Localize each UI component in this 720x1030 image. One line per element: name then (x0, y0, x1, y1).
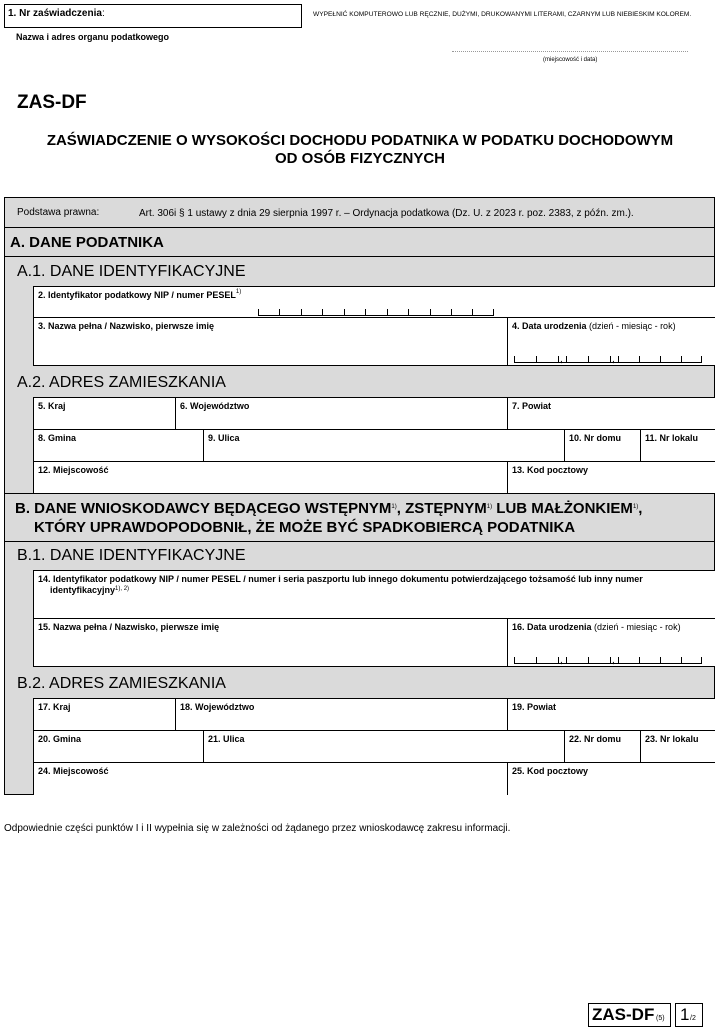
b-street-field[interactable]: 21. Ulica (203, 730, 564, 762)
page-total: /2 (690, 1015, 696, 1022)
b-apartment-number-field[interactable]: 23. Nr lokalu (640, 730, 715, 762)
applicant-birth-date-field[interactable]: 16. Data urodzenia (dzień - miesiąc - rok) , , (507, 618, 715, 667)
section-b-title: B. DANE WNIOSKODAWCY BĘDĄCEGO WSTĘPNYM$^{1)}$, ZSTĘPNYM$^{1)}$ LUB MAŁŻONKIEM$^{1)}$, KTÓRY UPRAWDOPODOBNIŁ, ŻE MOŻE BYĆ SPADKOBIERCĄ PODATNIKA (15, 500, 643, 536)
footer-version: (5) (656, 1015, 665, 1022)
footer-page-box (675, 1003, 703, 1027)
a-house-number-field[interactable]: 10. Nr domu (564, 429, 640, 461)
b-commune-field[interactable]: 20. Gmina (33, 730, 203, 762)
taxpayer-id-field[interactable]: 2. Identyfikator podatkowy NIP / numer PESEL$^{1)}$ (33, 286, 715, 317)
legal-basis-label: Podstawa prawna: (17, 207, 100, 218)
a-city-field[interactable]: 12. Miejscowość (33, 461, 507, 493)
tax-office-label: Nazwa i adres organu podatkowego (16, 32, 170, 42)
section-a1-title: A.1. DANE IDENTYFIKACYJNE (17, 263, 246, 280)
b-postal-code-field[interactable]: 25. Kod pocztowy (507, 762, 715, 795)
section-a-title: A. DANE PODATNIKA (10, 234, 164, 251)
place-date-field[interactable] (452, 45, 688, 52)
a-street-field[interactable]: 9. Ulica (203, 429, 564, 461)
place-date-label: (miejscowość i data) (543, 57, 598, 63)
divider (4, 256, 715, 257)
b-house-number-field[interactable]: 22. Nr domu (564, 730, 640, 762)
a-commune-field[interactable]: 8. Gmina (33, 429, 203, 461)
divider (4, 493, 715, 494)
section-a2-title: A.2. ADRES ZAMIESZKANIA (17, 374, 226, 391)
birth-date-combs: , , (514, 356, 702, 363)
form-title-line1: ZAŚWIADCZENIE O WYSOKOŚCI DOCHODU PODATNIKA W PODATKU DOCHODOWYM (46, 132, 674, 149)
form-code: ZAS-DF (17, 92, 87, 113)
taxpayer-birth-date-field[interactable]: 4. Data urodzenia (dzień - miesiąc - rok) , , (507, 317, 715, 366)
page-number: 1 (680, 1005, 690, 1024)
section-b1-title: B.1. DANE IDENTYFIKACYJNE (17, 547, 246, 564)
fill-instruction: WYPEŁNIĆ KOMPUTEROWO LUB RĘCZNIE, DUŻYMI, DRUKOWANYMI LITERAMI, CZARNYM LUB NIEBIESKIM KOLOREM. (313, 11, 692, 18)
applicant-name-field[interactable]: 15. Nazwa pełna / Nazwisko, pierwsze imię (33, 618, 507, 667)
footer-code-box (588, 1003, 671, 1027)
a-country-field[interactable]: 5. Kraj (33, 397, 175, 429)
form-title-line2: OD OSÓB FIZYCZNYCH (274, 150, 445, 167)
section-b2-title: B.2. ADRES ZAMIESZKANIA (17, 675, 226, 692)
taxpayer-id-combs (258, 309, 494, 316)
b-city-field[interactable]: 24. Miejscowość (33, 762, 507, 795)
legal-basis-text: Art. 306i § 1 ustawy z dnia 29 sierpnia 1997 r. – Ordynacja podatkowa (Dz. U. z 2023 r. poz. 2383, z późn. zm.). (139, 208, 634, 219)
form-title (0, 132, 720, 168)
a-county-field[interactable]: 7. Powiat (507, 397, 715, 429)
footer-form-code: ZAS-DF (592, 1005, 655, 1024)
scope-note: Odpowiednie części punktów I i II wypełnia się w zależności od żądanego przez wnioskodawcę zakresu informacji. (4, 823, 511, 834)
cert-number-box[interactable]: 1. Nr zaświadczenia: (4, 4, 302, 28)
a-apartment-number-field[interactable]: 11. Nr lokalu (640, 429, 715, 461)
b-voivodeship-field[interactable]: 18. Województwo (175, 698, 507, 730)
taxpayer-name-field[interactable]: 3. Nazwa pełna / Nazwisko, pierwsze imię (33, 317, 507, 366)
cert-number-label: 1. Nr zaświadczenia (8, 8, 102, 19)
divider (4, 541, 715, 542)
b-county-field[interactable]: 19. Powiat (507, 698, 715, 730)
divider (4, 227, 715, 228)
applicant-id-field[interactable]: 14. Identyfikator podatkowy NIP / numer PESEL / numer i seria paszportu lub innego dokumentu potwierdzającego tożsamość lub inny numer identyfikacyjny$^{1), 2)}$ (33, 570, 715, 618)
b-country-field[interactable]: 17. Kraj (33, 698, 175, 730)
birth-date-combs: , , (514, 657, 702, 664)
a-postal-code-field[interactable]: 13. Kod pocztowy (507, 461, 715, 493)
a-voivodeship-field[interactable]: 6. Województwo (175, 397, 507, 429)
